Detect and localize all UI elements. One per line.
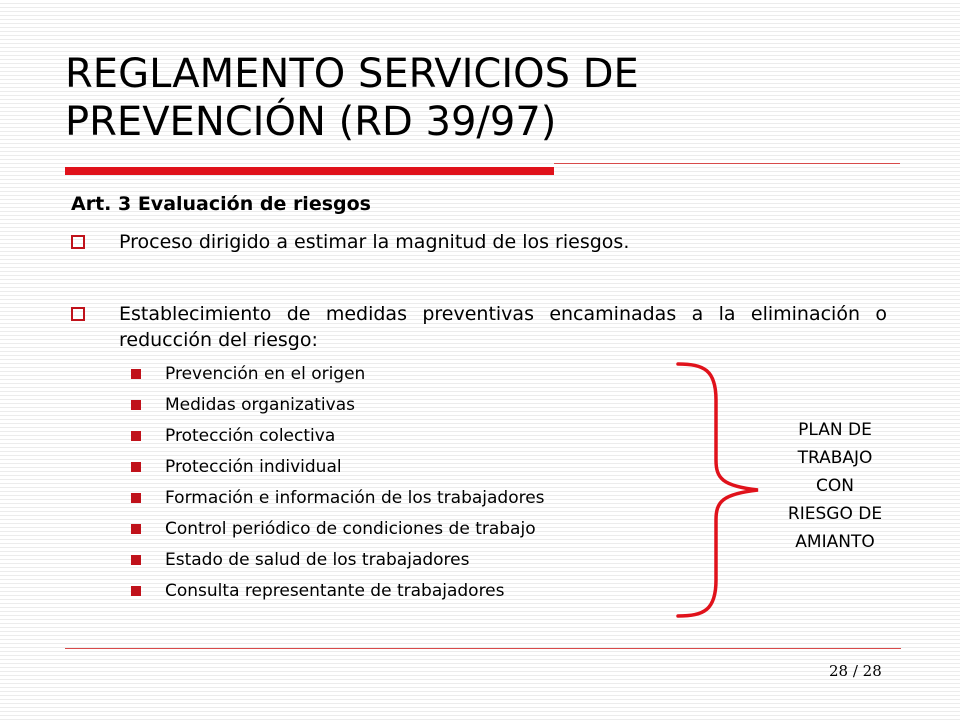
plan-label — [760, 416, 910, 556]
plan-line-5: AMIANTO — [795, 532, 875, 552]
list-item — [131, 485, 545, 516]
section-heading: Art. 3 Evaluación de riesgos — [71, 193, 371, 215]
plan-line-2: TRABAJO — [797, 448, 873, 468]
filled-square-icon — [131, 586, 141, 596]
title-underline-thick — [65, 167, 554, 175]
list-item — [131, 454, 545, 485]
footer-divider — [65, 648, 901, 649]
list-item-text: Formación e información de los trabajadores — [165, 488, 545, 508]
list-item-text: Control periódico de condiciones de trabajo — [165, 519, 536, 539]
title-underline-thin — [554, 163, 900, 164]
plan-line-3: CON — [816, 476, 854, 496]
filled-square-icon — [131, 400, 141, 410]
list-item — [131, 361, 545, 392]
hollow-square-icon — [71, 307, 85, 321]
plan-line-1: PLAN DE — [798, 420, 872, 440]
bullet-item-2 — [71, 301, 887, 353]
list-item-text: Medidas organizativas — [165, 395, 355, 415]
curly-brace-icon — [674, 360, 764, 620]
title-line-1: REGLAMENTO SERVICIOS DE — [65, 51, 639, 97]
bullet-item-1 — [71, 229, 887, 255]
filled-square-icon — [131, 431, 141, 441]
list-item — [131, 547, 545, 578]
plan-line-4: RIESGO DE — [787, 504, 883, 524]
measures-list — [131, 361, 545, 609]
list-item-text: Estado de salud de los trabajadores — [165, 550, 470, 570]
page-number: 28 / 28 — [829, 662, 882, 680]
slide-title — [65, 50, 905, 146]
filled-square-icon — [131, 462, 141, 472]
list-item — [131, 578, 545, 609]
list-item-text: Protección colectiva — [165, 426, 336, 446]
list-item — [131, 392, 545, 423]
filled-square-icon — [131, 555, 141, 565]
list-item-text: Consulta representante de trabajadores — [165, 581, 505, 601]
title-line-2: PREVENCIÓN (RD 39/97) — [65, 99, 557, 145]
list-item — [131, 423, 545, 454]
list-item — [131, 516, 545, 547]
list-item-text: Protección individual — [165, 457, 342, 477]
filled-square-icon — [131, 493, 141, 503]
filled-square-icon — [131, 369, 141, 379]
filled-square-icon — [131, 524, 141, 534]
bullet-text-1: Proceso dirigido a estimar la magnitud de los riesgos. — [119, 231, 630, 253]
bullet-text-2: Establecimiento de medidas preventivas encaminadas a la eliminación o reducción del riesgo: — [119, 303, 887, 351]
hollow-square-icon — [71, 235, 85, 249]
list-item-text: Prevención en el origen — [165, 364, 366, 384]
